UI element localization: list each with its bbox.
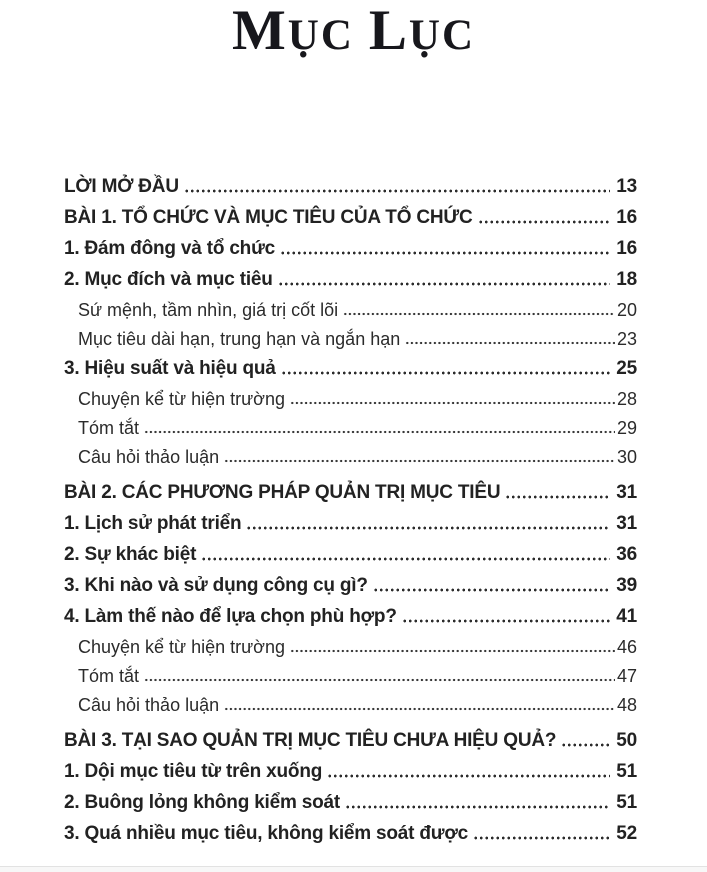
toc-entry-page: 46 xyxy=(616,637,637,657)
toc-entry-page: 16 xyxy=(616,238,637,259)
page-title xyxy=(0,0,707,62)
dot-leader xyxy=(281,371,611,375)
toc-row xyxy=(64,300,637,320)
toc-entry-label: Câu hỏi thảo luận xyxy=(78,695,220,715)
toc-entry-label: Câu hỏi thảo luận xyxy=(78,447,220,467)
title-smallcaps: ỤC xyxy=(408,12,476,59)
toc-entry-label: 1. Dội mục tiêu từ trên xuống xyxy=(64,761,323,782)
title-initial: M xyxy=(231,0,288,62)
toc-row xyxy=(64,482,637,503)
toc-entry-label: 3. Khi nào và sử dụng công cụ gì? xyxy=(64,575,368,596)
toc-entry-label: 2. Mục đích và mục tiêu xyxy=(64,269,273,290)
toc-entry-label: 1. Đám đông và tổ chức xyxy=(64,238,276,259)
toc-entry-page: 13 xyxy=(616,176,637,197)
dot-leader xyxy=(224,459,615,463)
toc-row xyxy=(64,695,637,715)
toc-row xyxy=(64,637,637,657)
toc-entry-label: Tóm tắt xyxy=(78,666,140,686)
toc-row xyxy=(64,207,637,228)
dot-leader xyxy=(280,251,610,255)
toc-entry-label: LỜI MỞ ĐẦU xyxy=(64,176,179,197)
dot-leader xyxy=(224,707,615,711)
toc-entry-page: 50 xyxy=(616,730,637,751)
toc-entry-label: 3. Quá nhiều mục tiêu, không kiểm soát được xyxy=(64,823,469,844)
dot-leader xyxy=(201,557,610,561)
toc-entry-page: 23 xyxy=(616,329,637,349)
toc-row xyxy=(64,575,637,596)
toc-row xyxy=(64,761,637,782)
dot-leader xyxy=(184,189,610,193)
toc-row xyxy=(64,730,637,751)
page-bottom-edge xyxy=(0,866,707,872)
toc-entry-label: Chuyện kể từ hiện trường xyxy=(78,389,286,409)
toc-entry-page: 39 xyxy=(616,575,637,596)
toc-row xyxy=(64,513,637,534)
dot-leader xyxy=(561,743,610,747)
dot-leader xyxy=(505,495,610,499)
dot-leader xyxy=(478,220,611,224)
toc-row xyxy=(64,606,637,627)
toc-list xyxy=(64,176,637,854)
toc-entry-page: 29 xyxy=(616,418,637,438)
toc-row xyxy=(64,823,637,844)
toc-entry-page: 30 xyxy=(616,447,637,467)
toc-entry-page: 36 xyxy=(616,544,637,565)
dot-leader xyxy=(373,588,610,592)
toc-entry-label: 2. Buông lỏng không kiểm soát xyxy=(64,792,341,813)
toc-entry-label: 1. Lịch sử phát triển xyxy=(64,513,242,534)
toc-entry-label: BÀI 3. TẠI SAO QUẢN TRỊ MỤC TIÊU CHƯA HIỆU QUẢ? xyxy=(64,730,557,751)
toc-row xyxy=(64,269,637,290)
toc-entry-label: 2. Sự khác biệt xyxy=(64,544,197,565)
toc-row xyxy=(64,418,637,438)
dot-leader xyxy=(402,619,611,623)
toc-entry-label: Mục tiêu dài hạn, trung hạn và ngắn hạn xyxy=(78,329,401,349)
toc-row xyxy=(64,238,637,259)
toc-entry-label: BÀI 1. TỔ CHỨC VÀ MỤC TIÊU CỦA TỔ CHỨC xyxy=(64,207,473,228)
dot-leader xyxy=(345,805,610,809)
toc-entry-page: 16 xyxy=(616,207,637,228)
toc-row xyxy=(64,329,637,349)
toc-entry-label: Sứ mệnh, tầm nhìn, giá trị cốt lõi xyxy=(78,300,339,320)
toc-row xyxy=(64,176,637,197)
title-initial: L xyxy=(368,0,409,62)
dot-leader xyxy=(246,526,610,530)
toc-row xyxy=(64,666,637,686)
dot-leader xyxy=(278,282,611,286)
toc-row xyxy=(64,358,637,379)
toc-row xyxy=(64,544,637,565)
toc-entry-page: 20 xyxy=(616,300,637,320)
toc-entry-page: 41 xyxy=(616,606,637,627)
toc-entry-page: 48 xyxy=(616,695,637,715)
dot-leader xyxy=(144,430,615,434)
toc-entry-page: 31 xyxy=(616,482,637,503)
toc-row xyxy=(64,389,637,409)
toc-entry-page: 18 xyxy=(616,269,637,290)
toc-entry-label: Chuyện kể từ hiện trường xyxy=(78,637,286,657)
dot-leader xyxy=(290,401,615,405)
toc-entry-page: 51 xyxy=(616,792,637,813)
dot-leader xyxy=(144,678,615,682)
dot-leader xyxy=(327,774,610,778)
dot-leader xyxy=(290,649,615,653)
toc-row xyxy=(64,792,637,813)
toc-entry-page: 31 xyxy=(616,513,637,534)
toc-entry-page: 47 xyxy=(616,666,637,686)
toc-entry-label: 3. Hiệu suất và hiệu quả xyxy=(64,358,276,379)
toc-row xyxy=(64,447,637,467)
toc-entry-label: BÀI 2. CÁC PHƯƠNG PHÁP QUẢN TRỊ MỤC TIÊU xyxy=(64,482,501,503)
toc-entry-page: 52 xyxy=(616,823,637,844)
toc-entry-page: 28 xyxy=(616,389,637,409)
toc-entry-label: 4. Làm thế nào để lựa chọn phù hợp? xyxy=(64,606,397,627)
title-smallcaps: ỤC xyxy=(287,12,354,59)
toc-entry-page: 51 xyxy=(616,761,637,782)
toc-entry-label: Tóm tắt xyxy=(78,418,140,438)
dot-leader xyxy=(473,836,610,840)
dot-leader xyxy=(405,341,615,345)
dot-leader xyxy=(343,312,615,316)
toc-entry-page: 25 xyxy=(616,358,637,379)
